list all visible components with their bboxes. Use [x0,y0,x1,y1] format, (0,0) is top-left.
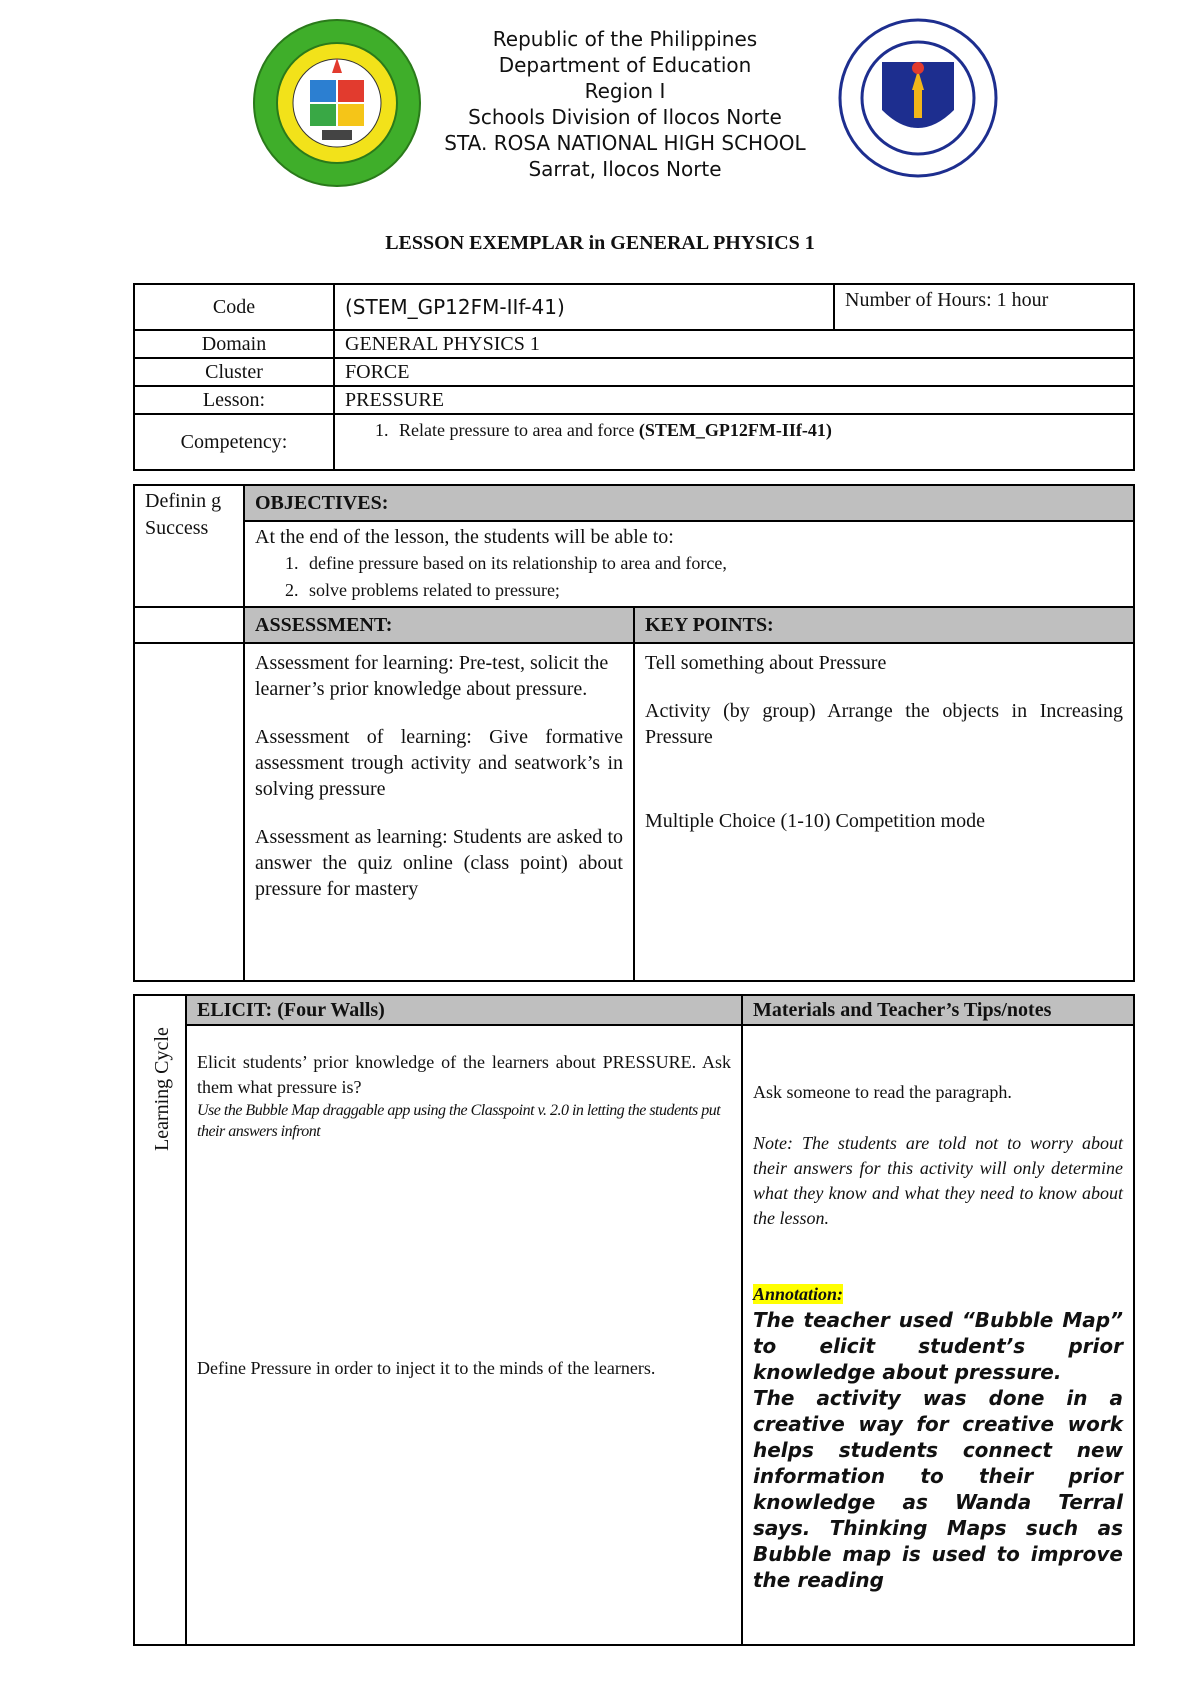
teacher-tip: Ask someone to read the paragraph. [753,1082,1012,1102]
assessment-for-learning: Assessment for learning: Pre-test, solicit the learner’s prior knowledge about pressure. [255,652,609,700]
defining-success-text: Definin g Success [145,490,222,539]
materials-body [742,1025,1134,1645]
letterhead [0,26,1200,182]
domain-value: GENERAL PHYSICS 1 [334,330,1134,358]
key-point-item: Tell something about Pressure [645,652,887,674]
learning-cycle-label: Learning Cycle [151,1027,173,1151]
document-title: LESSON EXEMPLAR in GENERAL PHYSICS 1 [385,232,815,254]
annotation-text: The activity was done in a creative way for creative work helps students connect new information to their prior knowledge as Wanda Terral says. Thinking Maps such as Bubble map is used to improve the reading [753,1386,1123,1592]
lesson-label: Lesson: [134,386,334,414]
key-point-item: Multiple Choice (1-10) Competition mode [645,810,985,832]
defining-success-label [134,485,244,607]
elicit-body [186,1025,742,1645]
letterhead-line-address: Sarrat, Ilocos Norte [528,157,722,181]
learning-cycle-side [134,995,186,1645]
code-label: Code [134,284,334,330]
objective-item: 1. define pressure based on its relationship to area and force, [303,550,1123,577]
number-of-hours: Number of Hours: 1 hour [834,284,1134,330]
letterhead-line-division: Schools Division of Ilocos Norte [468,105,782,129]
competency-text: Relate pressure to area and force [399,420,639,440]
define-pressure-paragraph: Define Pressure in order to inject it to the minds of the learners. [197,1358,656,1378]
competency-value [334,414,1134,470]
key-points-header: KEY POINTS: [634,607,1134,643]
elicit-header: ELICIT: (Four Walls) [186,995,742,1025]
letterhead-line-department: Department of Education [498,53,752,77]
materials-header: Materials and Teacher’s Tips/notes [742,995,1134,1025]
objectives-body [244,521,1134,607]
annotation-label: Annotation: [753,1284,844,1304]
learning-cycle-table [133,994,1135,1646]
defining-success-table [133,484,1135,982]
elicit-note: Use the Bubble Map draggable app using the Classpoint v. 2.0 in letting the students put their answers infront [197,1102,721,1140]
assessment-of-learning: Assessment of learning: Give formative assessment trough activity and seatwork’s in solving pressure [255,726,623,800]
letterhead-line-republic: Republic of the Philippines [492,27,758,51]
assessment-as-learning: Assessment as learning: Students are asked to answer the quiz online (class point) about pressure for mastery [255,826,623,900]
objective-item: 2. solve problems related to pressure; [303,577,1123,604]
objectives-intro: At the end of the lesson, the students will be able to: [255,526,674,548]
elicit-paragraph: Elicit students’ prior knowledge of the learners about PRESSURE. Ask them what pressure is? [197,1052,731,1097]
assessment-header: ASSESSMENT: [244,607,634,643]
competency-label: Competency: [134,414,334,470]
letterhead-line-region: Region I [584,79,666,103]
objectives-header: OBJECTIVES: [244,485,1134,521]
teacher-note: Note: The students are told not to worry about their answers for this activity will only determine what they know and what they need to know about the lesson. [753,1133,1123,1228]
annotation-text: The teacher used “Bubble Map” to elicit student’s prior knowledge about pressure. [753,1308,1123,1384]
lesson-info-table [133,283,1135,471]
cluster-label: Cluster [134,358,334,386]
assessment-body [244,643,634,981]
key-point-item: Activity (by group) Arrange the objects in Increasing Pressure [645,700,1123,748]
assessment-side-blank-body [134,643,244,981]
cluster-value: FORCE [334,358,1134,386]
assessment-side-blank [134,607,244,643]
key-points-body [634,643,1134,981]
letterhead-line-school: STA. ROSA NATIONAL HIGH SCHOOL [444,131,806,155]
domain-label: Domain [134,330,334,358]
competency-item [393,417,1123,443]
lesson-value: PRESSURE [334,386,1134,414]
competency-code: (STEM_GP12FM-IIf-41) [638,420,832,440]
code-value: (STEM_GP12FM-IIf-41) [334,284,834,330]
